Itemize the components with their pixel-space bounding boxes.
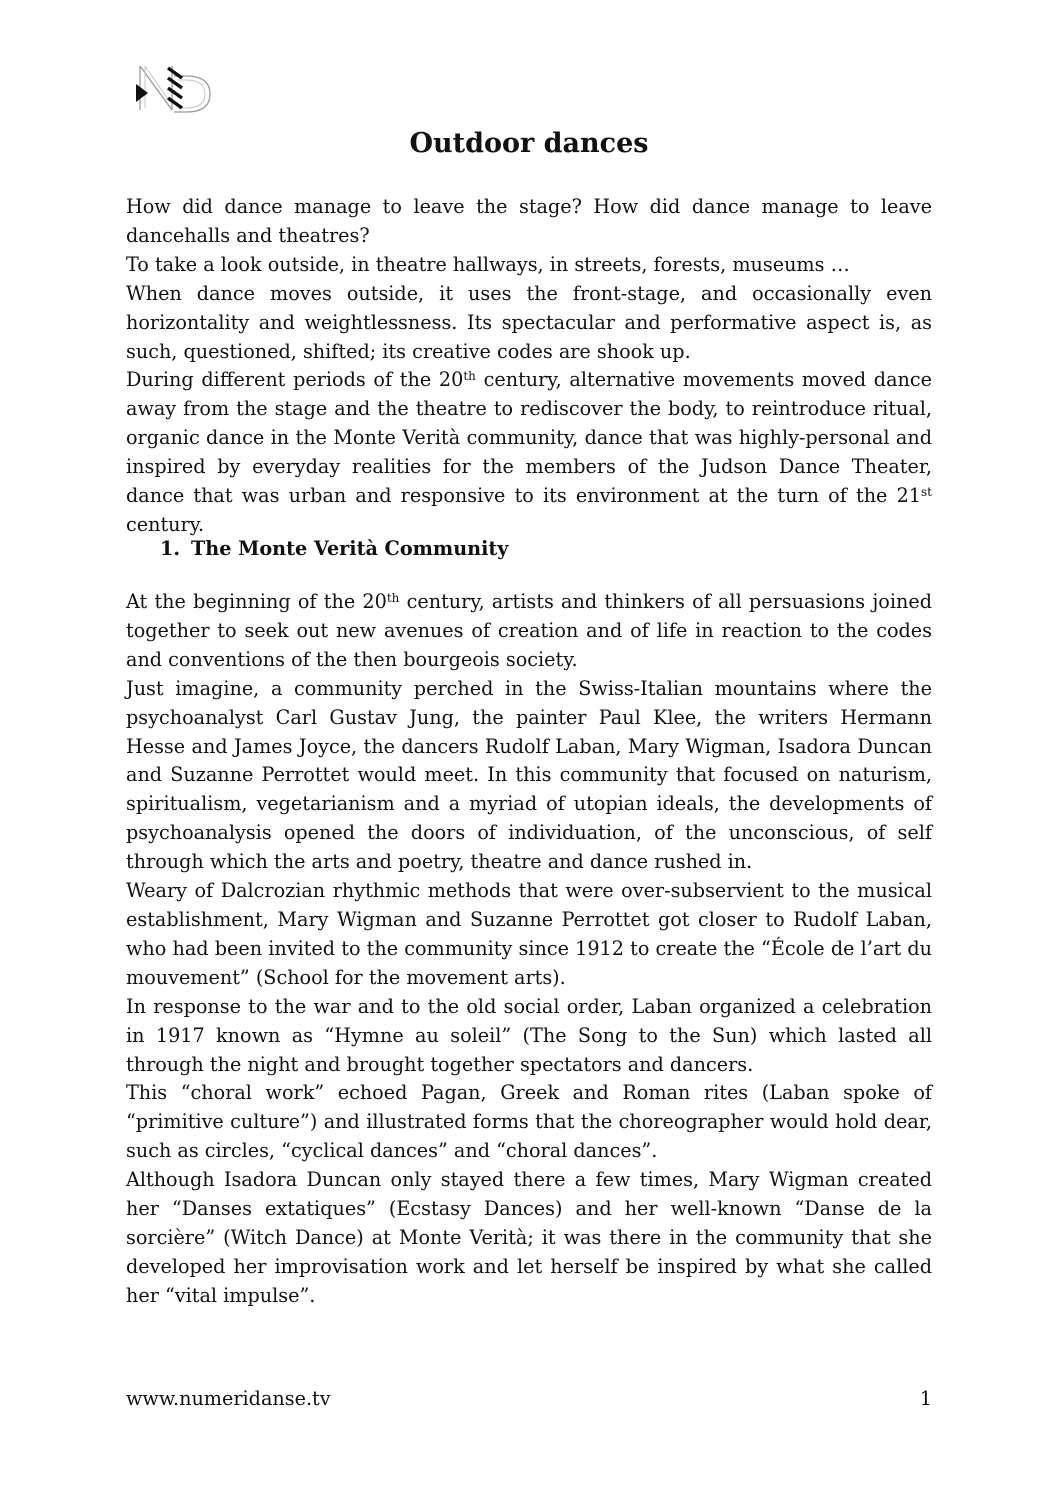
section-1-text [126,588,932,1311]
section-paragraph-1 [126,588,932,675]
footer-url[interactable]: www.numeridanse.tv [126,1387,331,1410]
section-p1-part-b: century, artists and thinkers of all persuasions joined together to seek out new avenues of creation and of life in reaction to the codes and conventions of the then bourgeois society. [126,590,932,671]
intro-paragraph-4 [126,366,932,539]
intro-paragraph-2: To take a look outside, in theatre hallways, in streets, forests, museums … [126,252,850,276]
intro-p4-part-a: During different periods of the 20 [126,368,464,392]
section-paragraph-4: In response to the war and to the old social order, Laban organized a celebration in 1917 known as “Hymne au soleil” (The Song to the Sun) which lasted all through the night and brought together spectators and dancers. [126,994,932,1076]
intro-text [126,193,932,540]
section-paragraph-6: Although Isadora Duncan only stayed there a few times, Mary Wigman created her “Danses extatiques” (Ecstasy Dances) and her well-known “Danse de la sorcière” (Witch Dance) at Monte Verità; it was there in the community that she developed her improvisation work and let herself be inspired by what she called her “vital impulse”. [126,1168,932,1307]
superscript-th: th [463,369,476,384]
intro-p4-part-c: century. [126,512,205,536]
section-number: 1. [160,537,181,560]
intro-paragraph-1: How did dance manage to leave the stage? How did dance manage to leave dancehalls and theatres? [126,195,932,247]
intro-p4-part-b: century, alternative movements moved dance away from the stage and the theatre to rediscover the body, to reintroduce ritual, organic dance in the Monte Verità community, dance that was highly-personal and inspired by everyday realities for the members of the Judson Dance Theater, dance that was urban and responsive to its environment at the turn of the 21 [126,368,932,508]
section-paragraph-3: Weary of Dalcrozian rhythmic methods that were over-subservient to the musical establishment, Mary Wigman and Suzanne Perrottet got closer to Rudolf Laban, who had been invited to the community since 1912 to create the “École de l’art du mouvement” (School for the movement arts). [126,879,932,989]
section-paragraph-5: This “choral work” echoed Pagan, Greek and Roman rites (Laban spoke of “primitive culture”) and illustrated forms that the choreographer would hold dear, such as circles, “cyclical dances” and “choral dances”. [126,1081,932,1163]
superscript-st: st [921,485,932,500]
section-heading-text: The Monte Verità Community [191,537,509,560]
section-paragraph-2: Just imagine, a community perched in the Swiss-Italian mountains where the psychoanalyst Carl Gustav Jung, the painter Paul Klee, the writers Hermann Hesse and James Joyce, the dancers Rudolf Laban, Mary Wigman, Isadora Duncan and Suzanne Perrottet would meet. In this community that focused on naturism, spiritualism, vegetarianism and a myriad of utopian ideals, the developments of psychoanalysis opened the doors of individuation, of the unconscious, of self through which the arts and poetry, theatre and dance rushed in. [126,676,932,874]
superscript-th: th [386,591,400,605]
intro-paragraph-3: When dance moves outside, it uses the front-stage, and occasionally even horizontality and weightlessness. Its spectacular and performative aspect is, as such, questioned, shifted; its creative codes are shook up. [126,281,932,363]
section-heading [160,535,508,563]
section-p1-part-a: At the beginning of the 20 [126,590,387,613]
numeridanse-logo [134,64,214,114]
page-title: Outdoor dances [409,128,649,159]
nd-logo-icon [134,64,214,114]
page-number: 1 [919,1387,932,1410]
